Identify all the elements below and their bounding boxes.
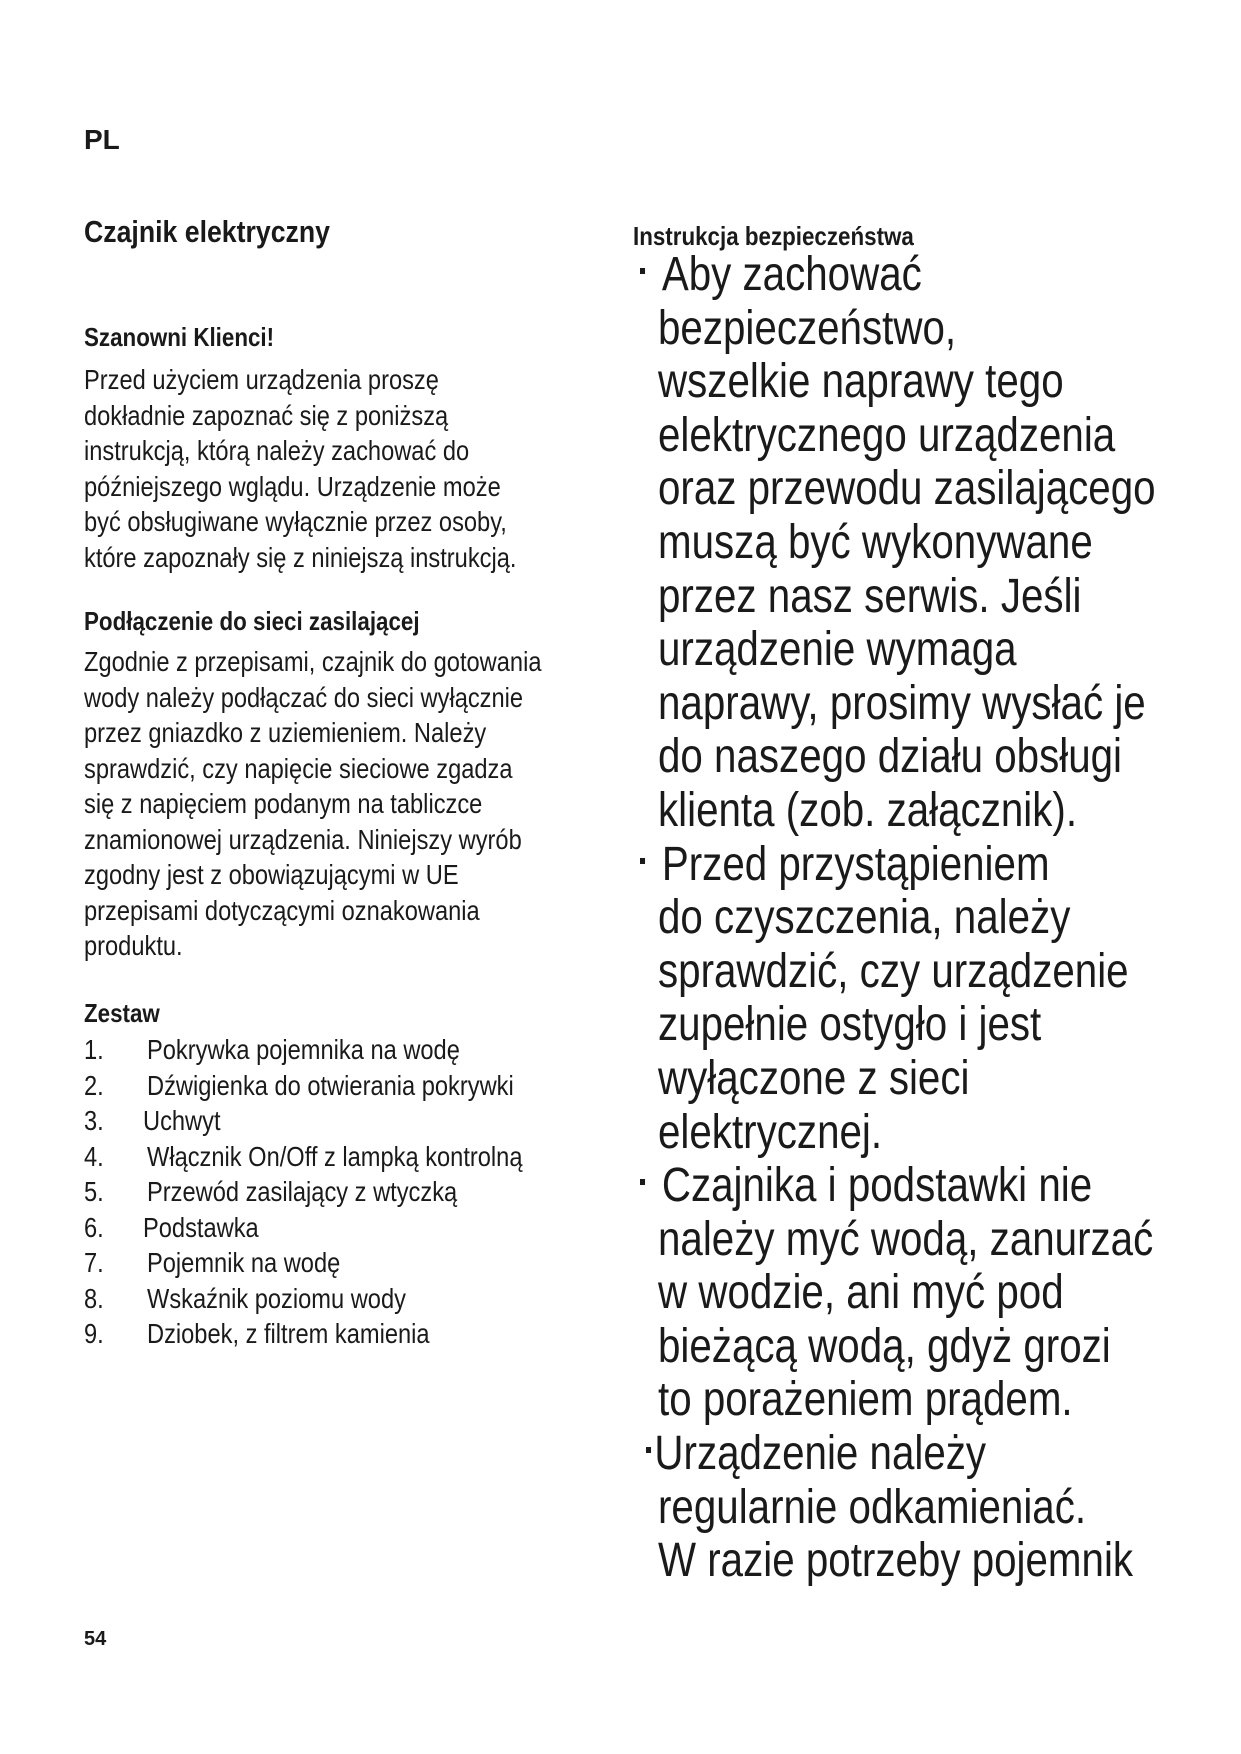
list-number: 2.: [84, 1069, 104, 1101]
list-number: 5.: [84, 1176, 104, 1207]
paragraph-line: sprawdzić, czy napięcie sieciowe zgadza: [84, 752, 513, 784]
safety-line: elektrycznej.: [658, 1105, 883, 1159]
list-number: 1.: [84, 1034, 104, 1065]
list-item: [84, 1070, 604, 1106]
safety-line: do czyszczenia, należy: [658, 891, 1071, 945]
list-text: Pojemnik na wodę: [147, 1247, 341, 1278]
list-text: Pokrywka pojemnika na wodę: [147, 1034, 460, 1065]
greeting-paragraph: [84, 362, 587, 575]
page-title: Czajnik elektryczny: [84, 214, 330, 249]
list-item: [84, 1247, 604, 1283]
paragraph-line: późniejszego wglądu. Urządzenie może: [84, 470, 501, 502]
list-text: Dziobek, z filtrem kamienia: [147, 1318, 430, 1349]
list-item: [84, 1318, 604, 1354]
greeting-heading: Szanowni Klienci!: [84, 322, 275, 352]
safety-line: Aby zachować: [640, 248, 1153, 302]
safety-line: zupełnie ostygło i jest: [658, 998, 1042, 1052]
list-text: Przewód zasilający z wtyczką: [147, 1176, 458, 1207]
list-number: 7.: [84, 1247, 104, 1278]
paragraph-line: być obsługiwane wyłącznie przez osoby,: [84, 506, 507, 537]
set-list: [84, 1034, 604, 1354]
safety-line: do naszego działu obsługi: [658, 730, 1123, 784]
power-paragraph: [84, 644, 616, 964]
paragraph-line: znamionowej urządzenia. Niniejszy wyrób: [84, 823, 522, 855]
paragraph-line: Zgodnie z przepisami, czajnik do gotowania: [84, 646, 542, 677]
bullet-icon: [646, 1447, 651, 1453]
list-number: 9.: [84, 1318, 104, 1349]
bullet-icon: [640, 858, 645, 864]
safety-line: oraz przewodu zasilającego: [658, 462, 1156, 516]
bullet-icon: [640, 1179, 645, 1185]
list-item: [84, 1034, 604, 1070]
list-item: [84, 1283, 604, 1319]
safety-heading: Instrukcja bezpieczeństwa: [633, 221, 914, 251]
safety-line: sprawdzić, czy urządzenie: [658, 944, 1129, 998]
set-heading: Zestaw: [84, 998, 160, 1028]
page-number: 54: [84, 1628, 107, 1650]
list-item: [84, 1141, 604, 1177]
safety-line: W razie potrzeby pojemnik: [658, 1534, 1134, 1588]
safety-line: przez nasz serwis. Jeśli: [658, 569, 1082, 623]
list-text: Wskaźnik poziomu wody: [147, 1282, 406, 1314]
paragraph-line: przez gniazdko z uziemieniem. Należy: [84, 717, 487, 748]
list-item: [84, 1176, 604, 1212]
power-heading: Podłączenie do sieci zasilającej: [84, 606, 420, 636]
list-item: [84, 1212, 604, 1248]
paragraph-line: dokładnie zapoznać się z poniższą: [84, 399, 449, 431]
paragraph-line: Przed użyciem urządzenia proszę: [84, 364, 439, 395]
bullet-icon: [640, 268, 645, 274]
safety-line: elektrycznego urządzenia: [658, 408, 1116, 462]
paragraph-line: przepisami dotyczącymi oznakowania: [84, 894, 480, 926]
safety-line: regularnie odkamieniać.: [658, 1480, 1087, 1534]
list-number: 3.: [84, 1105, 104, 1136]
safety-line: należy myć wodą, zanurzać: [658, 1212, 1154, 1266]
safety-line: Czajnika i podstawki nie: [640, 1159, 1153, 1213]
safety-line: wyłączone z sieci: [658, 1051, 970, 1105]
language-code: PL: [84, 124, 120, 155]
paragraph-line: które zapoznały się z niniejszą instrukcją.: [84, 541, 517, 573]
safety-line: muszą być wykonywane: [658, 515, 1093, 569]
list-number: 4.: [84, 1140, 104, 1172]
safety-line: klienta (zob. załącznik).: [658, 783, 1078, 837]
paragraph-line: zgodny jest z obowiązującymi w UE: [84, 859, 459, 890]
list-number: 6.: [84, 1211, 104, 1243]
safety-line: bieżącą wodą, gdyż grozi: [658, 1319, 1111, 1373]
paragraph-line: instrukcją, którą należy zachować do: [84, 435, 470, 466]
paragraph-line: się z napięciem podanym na tabliczce: [84, 788, 483, 819]
safety-line: urządzenie wymaga: [658, 623, 1017, 677]
safety-instructions: [654, 248, 1241, 1588]
safety-line: bezpieczeństwo,: [658, 301, 957, 355]
list-number: 8.: [84, 1282, 104, 1314]
safety-line: Urządzenie należy: [646, 1427, 1154, 1481]
list-text: Włącznik On/Off z lampką kontrolną: [147, 1140, 523, 1172]
safety-line: w wodzie, ani myć pod: [658, 1266, 1064, 1320]
list-text: Dźwigienka do otwierania pokrywki: [147, 1069, 514, 1101]
list-text: Podstawka: [143, 1211, 259, 1243]
paragraph-line: produktu.: [84, 930, 183, 961]
list-item: [84, 1105, 604, 1141]
list-text: Uchwyt: [143, 1105, 221, 1136]
safety-line: Przed przystąpieniem: [640, 838, 1153, 892]
safety-line: to porażeniem prądem.: [658, 1373, 1073, 1427]
safety-line: naprawy, prosimy wysłać je: [658, 676, 1146, 730]
safety-line: wszelkie naprawy tego: [658, 355, 1064, 409]
paragraph-line: wody należy podłączać do sieci wyłącznie: [84, 681, 524, 713]
